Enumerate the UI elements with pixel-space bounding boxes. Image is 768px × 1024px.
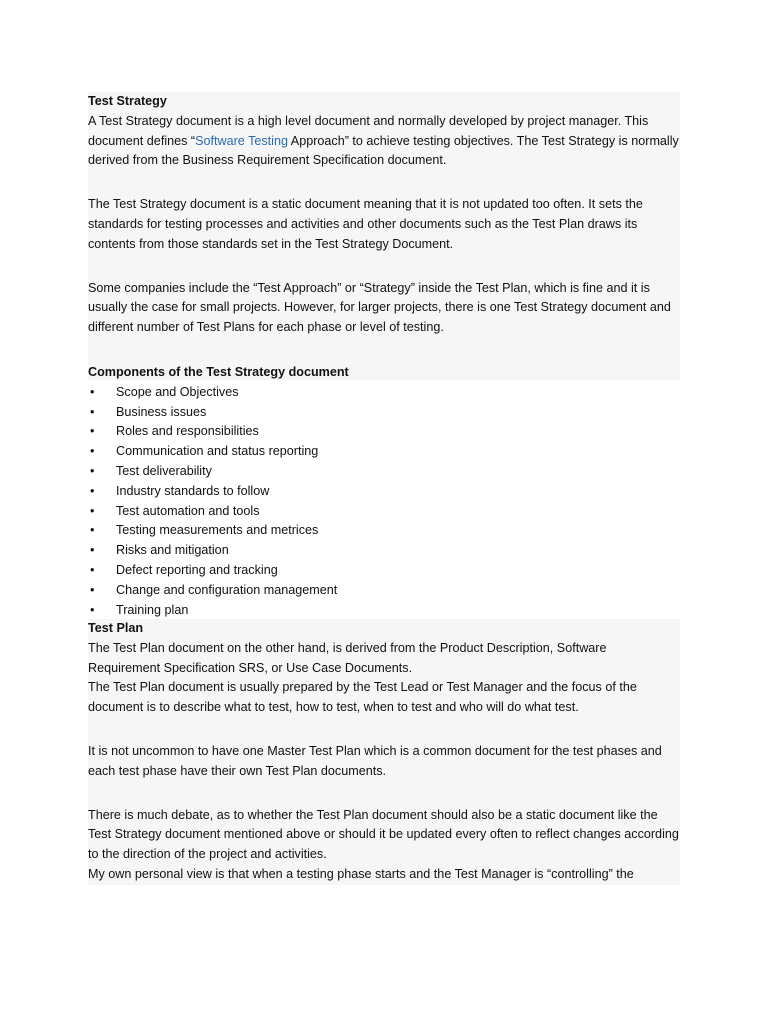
list-item-text: Defect reporting and tracking bbox=[116, 562, 278, 577]
test-plan-section bbox=[88, 619, 680, 885]
list-item bbox=[88, 422, 680, 442]
list-item-text: Risks and mitigation bbox=[116, 543, 229, 558]
list-item bbox=[88, 462, 680, 482]
bullet-icon: • bbox=[90, 384, 95, 399]
bullet-icon: • bbox=[90, 562, 95, 577]
list-item-text: Scope and Objectives bbox=[116, 384, 239, 399]
list-item-text: Test deliverability bbox=[116, 463, 212, 478]
test-strategy-section bbox=[88, 92, 680, 380]
list-item-text: Training plan bbox=[116, 602, 189, 617]
list-item bbox=[88, 502, 680, 522]
test-strategy-heading: Test Strategy bbox=[88, 94, 167, 108]
list-item-text: Testing measurements and metrices bbox=[116, 523, 319, 538]
paragraph-text: Approach” to achieve testing objectives. The Test Strategy is normally derived from the Business Requirement Specification document. bbox=[88, 133, 679, 168]
bullet-icon: • bbox=[90, 503, 95, 518]
list-item bbox=[88, 521, 680, 541]
bullet-icon: • bbox=[90, 404, 95, 419]
software-testing-link[interactable]: Software Testing bbox=[195, 133, 288, 148]
test-strategy-paragraph-1 bbox=[88, 112, 680, 171]
list-item-text: Test automation and tools bbox=[116, 503, 260, 518]
bullet-icon: • bbox=[90, 444, 95, 459]
list-item bbox=[88, 383, 680, 403]
list-item-text: Roles and responsibilities bbox=[116, 424, 259, 439]
test-plan-paragraph-5: My own personal view is that when a testing phase starts and the Test Manager is “controlling” the bbox=[88, 866, 634, 881]
bullet-icon: • bbox=[90, 483, 95, 498]
bullet-icon: • bbox=[90, 582, 95, 597]
test-plan-paragraph-4: There is much debate, as to whether the Test Plan document should also be a static document like the Test Strategy document mentioned above or should it be updated every often to reflect changes according to the direction of the project and activities. bbox=[88, 807, 679, 862]
list-item-text: Business issues bbox=[116, 404, 207, 419]
list-item bbox=[88, 482, 680, 502]
test-strategy-paragraph-3: Some companies include the “Test Approach” or “Strategy” inside the Test Plan, which is fine and it is usually the case for small projects. However, for larger projects, there is one Test Strategy document and different number of Test Plans for each phase or level of testing. bbox=[88, 280, 671, 335]
test-plan-paragraph-3: It is not uncommon to have one Master Test Plan which is a common document for the test phases and each test phase have their own Test Plan documents. bbox=[88, 743, 662, 778]
list-item bbox=[88, 581, 680, 601]
bullet-icon: • bbox=[90, 602, 95, 617]
list-item bbox=[88, 541, 680, 561]
list-item bbox=[88, 442, 680, 462]
paragraph-text: A Test Strategy document is a high level document and normally developed by project manager. This document defines “ bbox=[88, 113, 649, 148]
test-plan-heading: Test Plan bbox=[88, 621, 144, 635]
list-item bbox=[88, 403, 680, 423]
test-plan-paragraph-2: The Test Plan document is usually prepared by the Test Lead or Test Manager and the focus of the document is to describe what to test, how to test, when to test and who will do what test. bbox=[88, 680, 637, 715]
bullet-icon: • bbox=[90, 424, 95, 439]
bullet-icon: • bbox=[90, 543, 95, 558]
list-item bbox=[88, 601, 680, 621]
components-heading: Components of the Test Strategy document bbox=[88, 365, 349, 379]
test-plan-paragraph-1: The Test Plan document on the other hand, is derived from the Product Description, Software Requirement Specification SRS, or Use Case Documents. bbox=[88, 640, 607, 675]
list-item-text: Industry standards to follow bbox=[116, 483, 270, 498]
bullet-icon: • bbox=[90, 463, 95, 478]
components-section bbox=[88, 363, 680, 620]
list-item-text: Change and configuration management bbox=[116, 582, 338, 597]
components-list bbox=[88, 383, 680, 621]
list-item-text: Communication and status reporting bbox=[116, 444, 319, 459]
test-strategy-paragraph-2: The Test Strategy document is a static document meaning that it is not updated too often. It sets the standards for testing processes and activities and other documents such as the Test Plan draws its contents from those standards set in the Test Strategy Document. bbox=[88, 197, 643, 251]
bullet-icon: • bbox=[90, 523, 95, 538]
list-item bbox=[88, 561, 680, 581]
